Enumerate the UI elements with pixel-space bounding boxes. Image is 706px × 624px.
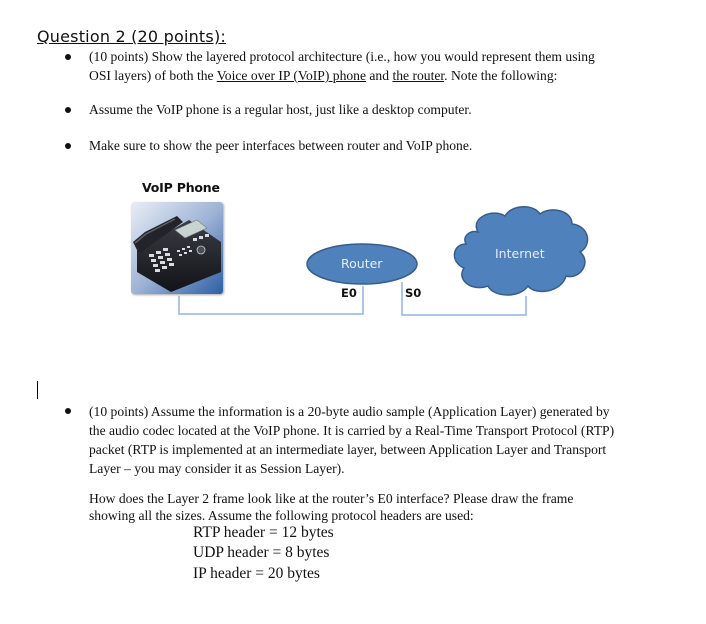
voip-phone-term: Voice over IP (VoIP) phone [216,68,366,83]
udp-header-size: UDP header = 8 bytes [193,544,330,561]
part2-line-3: packet (RTP is implemented at an intermediate layer, between Application Layer and Transport [89,442,607,457]
bullet-dot [65,408,71,414]
bullet-2-text: Assume the VoIP phone is a regular host, just like a desktop computer. [89,102,472,117]
link-phone-router [179,286,363,314]
router-label: Router [341,256,383,271]
voip-phone-label: VoIP Phone [142,180,220,195]
part2-question-line-1: How does the Layer 2 frame look like at the router’s E0 interface? Please draw the frame [89,491,574,506]
router-term: the router [392,68,445,83]
bullet-1-line-1: (10 points) Show the layered protocol architecture (i.e., how you would represent them using [89,49,595,64]
text-segment: OSI layers) of both the [89,68,217,83]
text-segment: and [366,68,393,83]
part2-line-4: Layer – you may consider it as Session Layer). [89,461,345,476]
text-segment: . Note the following: [444,68,558,83]
rtp-header-size: RTP header = 12 bytes [193,524,334,541]
part2-line-1: (10 points) Assume the information is a 20-byte audio sample (Application Layer) generated by [89,404,610,419]
part2-question-line-2: showing all the sizes. Assume the following protocol headers are used: [89,508,474,523]
bullet-3-text: Make sure to show the peer interfaces between router and VoIP phone. [89,138,473,153]
text-cursor [37,381,38,399]
ip-header-size: IP header = 20 bytes [193,565,320,582]
question-title: Question 2 (20 points): [37,27,226,46]
internet-label: Internet [495,246,545,261]
interface-s0-label: S0 [405,286,422,300]
part2-line-2: the audio codec located at the VoIP phone. It is carried by a Real-Time Transport Protocol (RTP) [89,423,615,438]
interface-e0-label: E0 [341,286,357,300]
